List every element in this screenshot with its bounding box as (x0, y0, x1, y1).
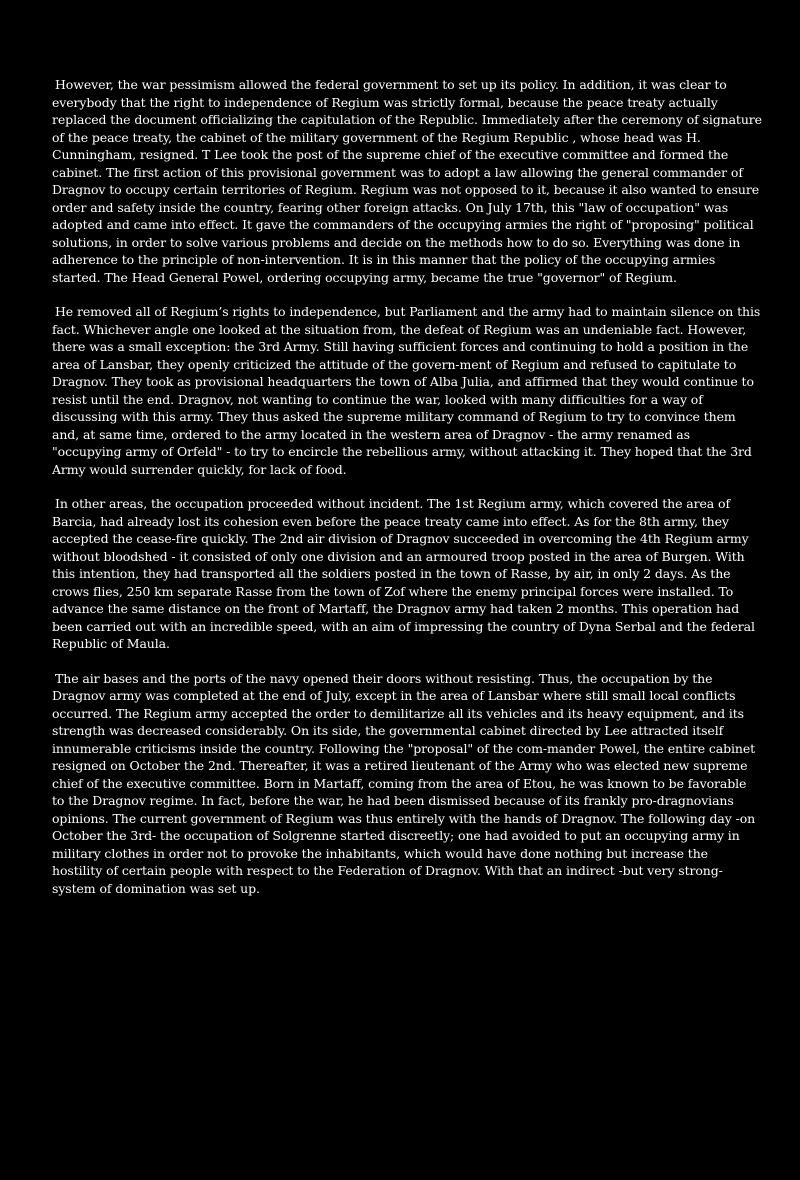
document-body (52, 76, 762, 914)
paragraph-2: He removed all of Regium’s rights to independence, but Parliament and the army had to maintain silence on this fact. Whichever angle one looked at the situation from, the defeat of Regium was an undeniable fact. However, there was a small exception: the 3rd Army. Still having sufficient forces and continuing to hold a position in the area of Lansbar, they openly criticized the attitude of the govern-ment of Regium and refused to capitulate to Dragnov. They took as provisional headquarters the town of Alba Julia, and affirmed that they would continue to resist until the end. Dragnov, not wanting to continue the war, looked with many difficulties for a way of discussing with this army. They thus asked the supreme military command of Regium to try to convince them and, at same time, ordered to the army located in the western area of Dragnov - the army renamed as "occupying army of Orfeld" - to try to encircle the rebellious army, without attacking it. They hoped that the 3rd Army would surrender quickly, for lack of food. (52, 304, 761, 477)
paragraph-1: However, the war pessimism allowed the federal government to set up its policy. In addition, it was clear to everybody that the right to independence of Regium was strictly formal, because the peace treaty actually replaced the document officializing the capitulation of the Republic. Immediately after the ceremony of signature of the peace treaty, the cabinet of the military government of the Regium Republic , whose head was H. Cunningham, resigned. T Lee took the post of the supreme chief of the executive committee and formed the cabinet. The first action of this provisional government was to adopt a law allowing the general commander of Dragnov to occupy certain territories of Regium. Regium was not opposed to it, because it also wanted to ensure order and safety inside the country, fearing other foreign attacks. On July 17th, this "law of occupation" was adopted and came into effect. It gave the commanders of the occupying armies the right of "proposing" political solutions, in order to solve various problems and decide on the methods how to do so. Everything was done in adherence to the principle of non-intervention. It is in this manner that the policy of the occupying armies started. The Head General Powel, ordering occupying army, became the true "governor" of Regium. (52, 77, 762, 285)
paragraph-4: The air bases and the ports of the navy opened their doors without resisting. Thus, the occupation by the Dragnov army was completed at the end of July, except in the area of Lansbar where still small local conflicts occurred. The Regium army accepted the order to demilitarize all its vehicles and its heavy equipment, and its strength was decreased considerably. On its side, the governmental cabinet directed by Lee attracted itself innumerable criticisms inside the country. Following the "proposal" of the com-mander Powel, the entire cabinet resigned on October the 2nd. Thereafter, it was a retired lieutenant of the Army who was elected new supreme chief of the executive committee. Born in Martaff, coming from the area of Etou, he was known to be favorable to the Dragnov regime. In fact, before the war, he had been dismissed because of its frankly pro-dragnovians opinions. The current government of Regium was thus entirely with the hands of Dragnov. The following day -on October the 3rd- the occupation of Solgrenne started discreetly; one had avoided to put an occupying army in military clothes in order not to provoke the inhabitants, which would have done nothing but increase the hostility of certain people with respect to the Federation of Dragnov. With that an indirect -but very strong- system of domination was set up. (52, 670, 756, 896)
paragraph-3: In other areas, the occupation proceeded without incident. The 1st Regium army, which covered the area of Barcia, had already lost its cohesion even before the peace treaty came into effect. As for the 8th army, they accepted the cease-fire quickly. The 2nd air division of Dragnov succeeded in overcoming the 4th Regium army without bloodshed - it consisted of only one division and an armoured troop posted in the area of Burgen. With this intention, they had transported all the soldiers posted in the town of Rasse, by air, in only 2 days. As the crows flies, 250 km separate Rasse from the town of Zof where the enemy principal forces were installed. To advance the same distance on the front of Martaff, the Dragnov army had taken 2 months. This operation had been carried out with an incredible speed, with an aim of impressing the country of Dyna Serbal and the federal Republic of Maula. (52, 496, 755, 651)
